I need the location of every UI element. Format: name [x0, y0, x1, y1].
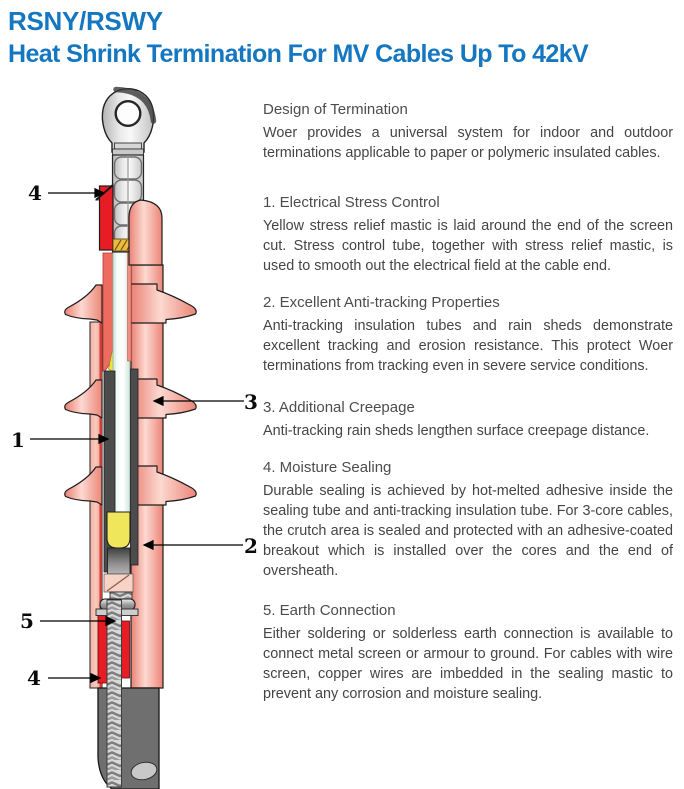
description-sections [263, 100, 673, 704]
callout-5: 5 [20, 609, 34, 633]
section-creepage [263, 398, 673, 441]
section-stress-control [263, 193, 673, 276]
section-moisture-sealing [263, 458, 673, 581]
section-body: Woer provides a universal system for indoor and outdoor terminations applicable to paper or polymeric insulated cables. [263, 125, 673, 161]
callout-2: 2 [244, 534, 258, 558]
cable-lug [102, 89, 153, 155]
page-title: Heat Shrink Termination For MV Cables Up To 42kV [8, 40, 589, 68]
section-earth-connection [263, 601, 673, 704]
section-heading: 5. Earth Connection [263, 602, 396, 619]
product-model: RSNY/RSWY [8, 6, 163, 36]
earth-braid [107, 600, 122, 787]
section-heading: 2. Excellent Anti-tracking Properties [263, 294, 500, 311]
section-body: Anti-tracking rain sheds lengthen surface creepage distance. [263, 423, 650, 439]
section-heading: Design of Termination [263, 101, 408, 118]
section-body: Durable sealing is achieved by hot-melted adhesive inside the sealing tube and anti-tracking insulation tube. For 3-core cables, the crutch area is sealed and protected with an adhesive-coated breakout which is installed over the cores and the end of oversheath. [263, 483, 673, 579]
section-body: Yellow stress relief mastic is laid around the end of the screen cut. Stress control tube, together with stress relief mastic, is used to smooth out the electrical field at the cable end. [263, 218, 673, 274]
section-anti-tracking [263, 293, 673, 376]
sealing-tube-dome [129, 200, 162, 265]
section-heading: 1. Electrical Stress Control [263, 194, 440, 211]
stress-relief-mastic [107, 512, 130, 548]
section-heading: 3. Additional Creepage [263, 399, 415, 416]
section-body: Either soldering or solderless earth connection is available to connect metal screen or armour to ground. For cables with wire screen, copper wires are imbedded in the sealing mastic to prevent any corrosion and moisture sealing. [263, 626, 673, 702]
lug-hole [116, 101, 141, 126]
stress-tube-right-strip [128, 251, 132, 361]
callout-1: 1 [11, 428, 25, 452]
section-design [263, 100, 673, 163]
screen-cut-plug [104, 548, 133, 592]
section-heading: 4. Moisture Sealing [263, 459, 392, 476]
callout-4-bottom: 4 [27, 666, 41, 690]
section-body: Anti-tracking insulation tubes and rain sheds demonstrate excellent tracking and erosion resistance. This protect Woer terminations from tracking even in severe service conditions. [263, 318, 673, 374]
callout-3: 3 [244, 390, 258, 414]
callout-4-top: 4 [28, 181, 42, 205]
